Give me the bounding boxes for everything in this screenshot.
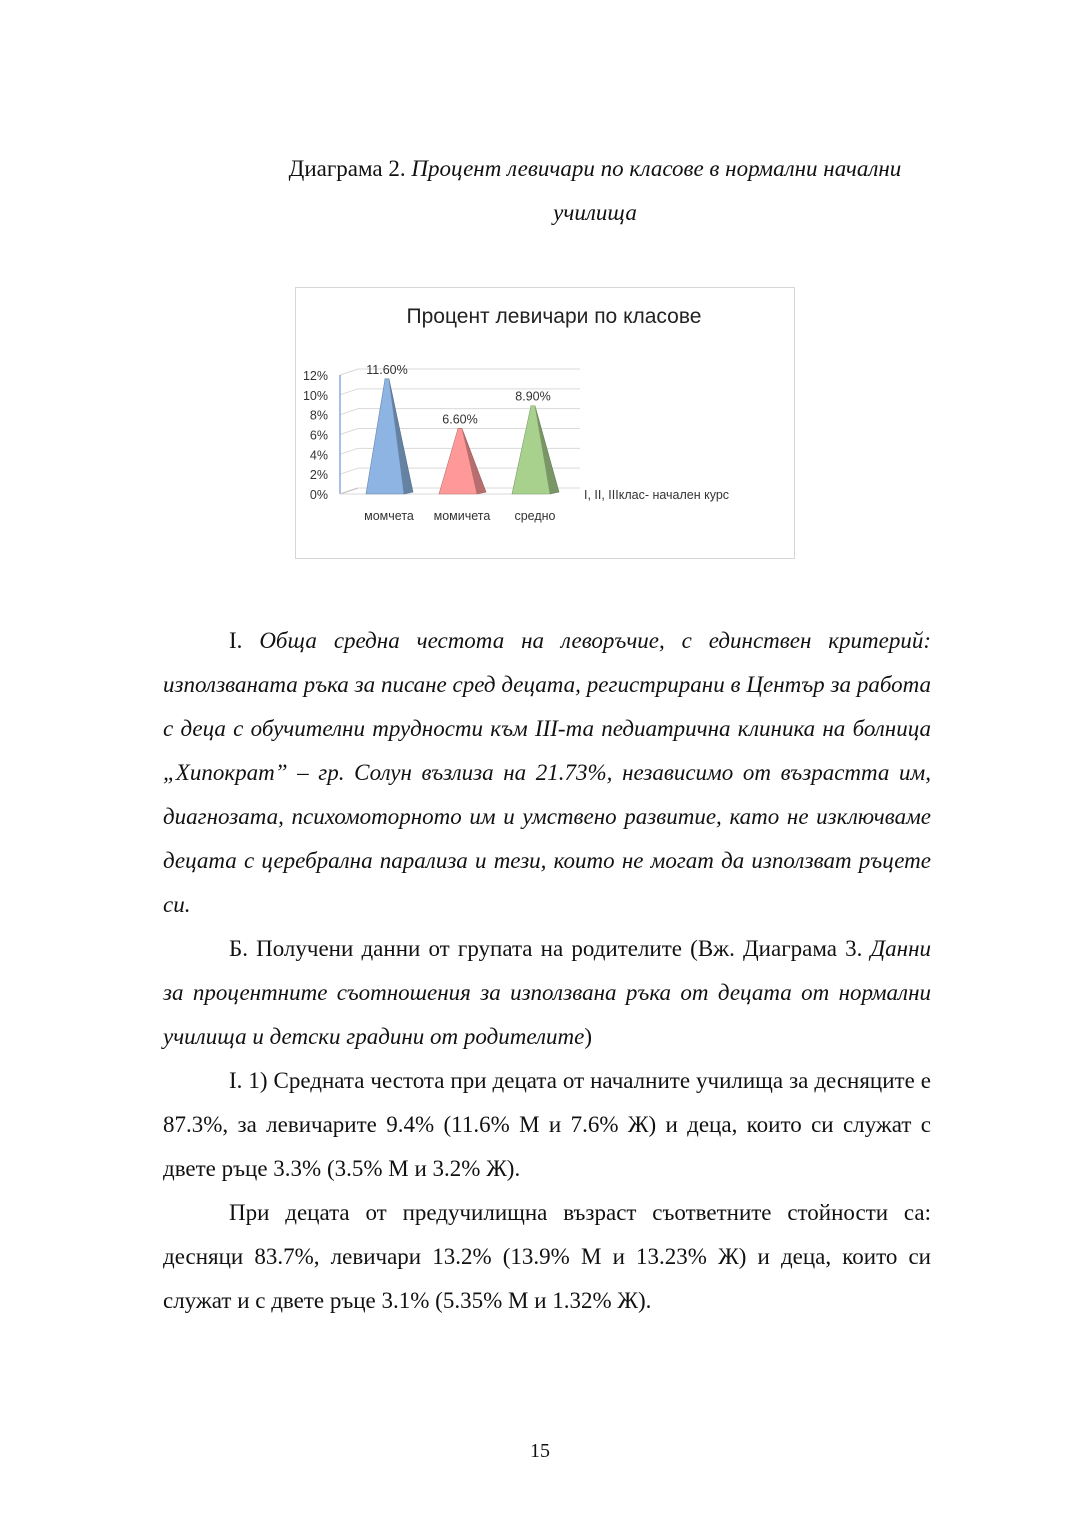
gridline-side [340,369,358,375]
caption-title: Процент левичари по класове в нормални начални [411,156,902,181]
series-label: I, II, IIIклас- начален курс [584,488,730,502]
p2-suffix: ) [584,1024,593,1049]
p1-prefix: I. [229,628,260,653]
caption-title-line-2: училища [553,200,637,225]
pyramid-chart [296,288,794,558]
page-number: 15 [530,1440,550,1462]
figure-caption [160,147,1030,235]
gridline-side [340,389,358,395]
y-tick-label: 4% [309,448,328,463]
y-tick-label: 12% [302,369,328,383]
x-tick-label: момичета [433,509,491,523]
bar-средно [512,390,559,494]
caption-line-1 [160,147,1030,191]
p2-prefix: Б. Получени данни от групата на родителите (Вж. Диаграма 3. [229,936,871,961]
gridline-side [340,448,358,454]
chart-title: Процент левичари по класове [406,305,702,328]
gridline-side [340,429,358,435]
gridline-side [340,409,358,415]
bar-момичета [439,413,486,494]
y-tick-label: 0% [309,488,328,502]
y-axis-ticks [303,369,328,502]
x-axis-labels [364,509,555,523]
y-tick-label: 10% [302,388,328,403]
data-label: 6.60% [442,412,478,427]
caption-label: Диаграма 2. [288,156,406,181]
p2-italic-text: Данни за процентните съотношения за използвана ръка от децата от нормални училища и детски градини от родителите [163,936,931,1049]
y-tick-label: 6% [309,428,328,443]
x-tick-label: средно [514,509,556,523]
gridline-side [340,468,358,474]
paragraph-1 [163,619,931,927]
data-label: 11.60% [366,362,408,377]
floor-edge [340,488,358,494]
y-tick-label: 8% [309,408,328,423]
data-label: 8.90% [515,389,551,404]
y-tick-label: 2% [309,468,328,483]
x-tick-label: момчета [364,509,414,523]
paragraph-3: I. 1) Средната честота при децата от началните училища за десняците е 87.3%, за левичарите 9.4% (11.6% М и 7.6% Ж) и деца, които си служат с двете ръце 3.3% (3.5% М и 3.2% Ж). [163,1068,931,1181]
p1-italic-text: Обща средна честота на леворъчие, с единствен критерий: използваната ръка за писане сред децата, регистрирани в Център за работа с деца с обучителни трудности към III-та педиатрична клиника на болница „Хипократ” – гр. Солун възлиза на 21.73%, независимо от възрастта им, диагнозата, психомоторното им и умствено развитие, като не изключваме децата с церебрална парализа и тези, които не могат да използват ръцете си. [163,628,931,917]
chart-container [295,287,795,559]
paragraph-2 [163,927,931,1059]
paragraph-4: При децата от предучилищна възраст съответните стойности са: десняци 83.7%, левичари 13.2% (13.9% М и 13.23% Ж) и деца, които си служат и с двете ръце 3.1% (5.35% М и 1.32% Ж). [163,1200,931,1313]
body-text [163,619,931,1323]
